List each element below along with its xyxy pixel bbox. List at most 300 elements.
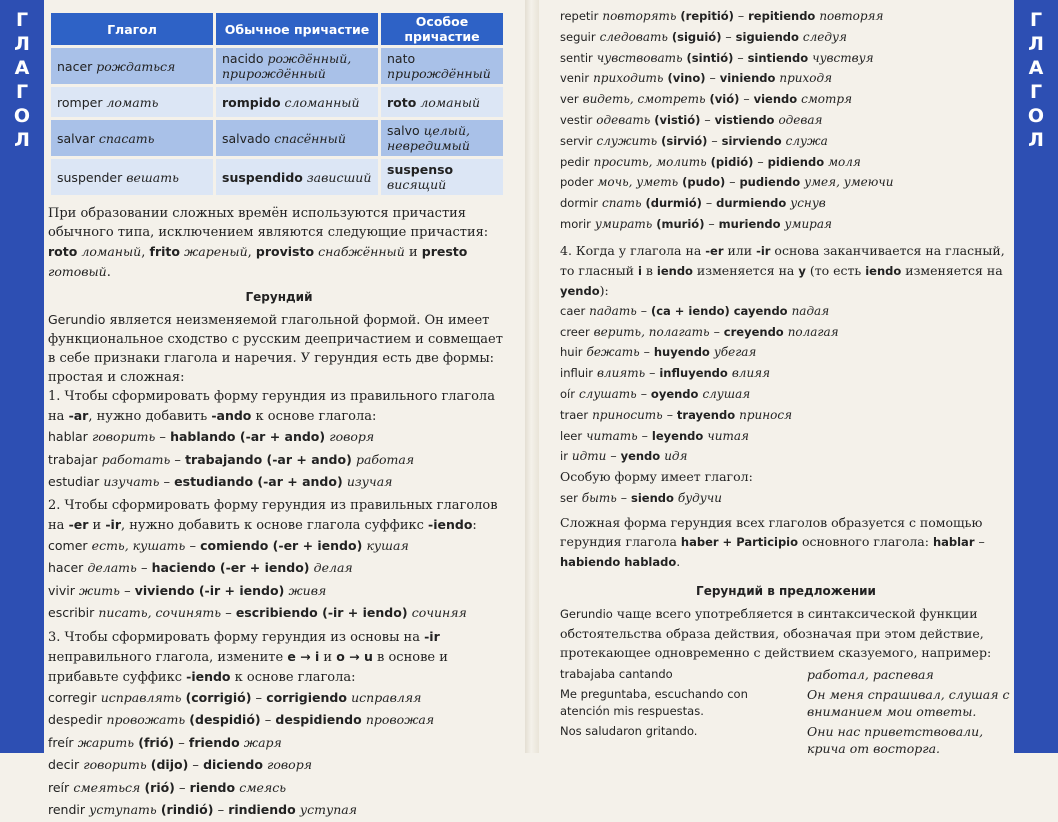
- verb-ru: говорить: [91, 429, 156, 444]
- gerund-es: trayendo: [676, 407, 736, 422]
- verb-es: vivir: [48, 582, 75, 598]
- list-item: morir умирать (murió) – muriendo умирая: [560, 215, 832, 231]
- list-item: poder мочь, уметь (pudo) – pudiendo умея, умеючи: [560, 174, 894, 190]
- tab-letter: Л: [1028, 129, 1044, 151]
- rule-text: 1. Чтобы сформировать форму герундия из правильного глагола на: [48, 389, 495, 424]
- verb-es: romper: [57, 94, 103, 110]
- verb-ru: влиять: [596, 366, 646, 381]
- rule-text: и: [319, 649, 337, 665]
- example-list-2: [48, 535, 510, 625]
- gerund-ru: будучи: [677, 490, 722, 505]
- spanish-word: roto: [48, 244, 78, 259]
- suffix: -er: [68, 516, 89, 532]
- gerund-es: repitiendo: [748, 9, 816, 23]
- gerund-es: siendo: [631, 490, 674, 505]
- verb-ru: жарить: [77, 734, 135, 750]
- table-cell: [51, 87, 213, 117]
- verb-es: influir: [560, 366, 593, 381]
- preterite: (rindió): [160, 802, 214, 817]
- verb-ru: смеяться: [73, 779, 141, 795]
- participle-ru: прирождённый: [387, 66, 491, 81]
- verb-ru: чувствовать: [596, 50, 683, 65]
- gerund-es: friendo: [188, 734, 240, 750]
- section-heading: Герундий: [245, 290, 313, 304]
- table-cell: [51, 120, 213, 156]
- verb-ru: мочь, уметь: [597, 175, 679, 190]
- verb-es: hablar: [48, 429, 88, 444]
- gerund-es: escribiendo (-ir + iendo): [235, 605, 408, 620]
- formula: haber + Participio: [680, 534, 799, 549]
- gerund-ru: изучая: [346, 474, 393, 489]
- table-cell: [216, 120, 378, 156]
- gerund-es: muriendo: [718, 216, 781, 231]
- rule-text: или: [723, 242, 757, 258]
- gerund-ru: полагая: [787, 324, 839, 339]
- gerund-ru: сочиняя: [411, 605, 467, 620]
- list-item: ver видеть, смотреть (vió) – viendo смотря: [560, 91, 853, 107]
- rule-text: изменяется на: [692, 262, 799, 278]
- suffix: -ir: [424, 628, 440, 644]
- tab-letter: Л: [1028, 33, 1044, 55]
- rule-text: (то есть: [805, 262, 866, 278]
- gerund-es: oyendo: [650, 386, 699, 401]
- list-item: servir служить (sirvió) – sirviendo служа: [560, 132, 828, 148]
- list-item: caer падать – (ca + iendo) cayendo падая: [560, 302, 830, 318]
- list-item: despedir провожать (despidió) – despidiendo провожая: [48, 712, 435, 728]
- verb-es: pedir: [560, 154, 590, 169]
- gerund-ru: смеясь: [239, 779, 287, 795]
- intro-text: При образовании сложных времён используются причастия обычного типа, исключением являются следующие причастия:: [48, 206, 489, 240]
- suffix: -ir: [105, 516, 121, 532]
- gerund-ru: смотря: [801, 92, 853, 107]
- gerund-ru: слушая: [702, 386, 751, 401]
- tab-letter: Г: [1029, 9, 1043, 31]
- verb-ru: есть, кушать: [91, 537, 186, 553]
- verb-ru: слушать: [578, 386, 637, 401]
- table-cell: [216, 48, 378, 84]
- gerund-ru: говоря: [329, 429, 375, 444]
- tab-letter: А: [1028, 57, 1044, 79]
- verb-ru: приходить: [593, 71, 664, 86]
- tab-letter: О: [1027, 105, 1045, 127]
- suffix: -ando: [211, 408, 252, 423]
- list-item: pedir просить, молить (pidió) – pidiendo моля: [560, 153, 861, 169]
- example-ru: Они нас приветствовали, крича от восторга.: [807, 723, 984, 756]
- gerund-es: despidiendo: [275, 712, 362, 727]
- gerund-es: rindiendo: [228, 802, 296, 817]
- participle-ru: зависший: [306, 169, 372, 185]
- rule-text: , нужно добавить к основе глагола суффикс: [120, 517, 429, 533]
- rule-text: 4. Когда у глагола на: [560, 242, 706, 258]
- spanish-word: hablar: [932, 534, 975, 549]
- gerund-ru: принося: [739, 407, 793, 422]
- example-list-4: [560, 301, 1012, 467]
- paragraph-text: основного глагола:: [798, 533, 933, 549]
- example-pair: [560, 666, 1012, 683]
- participle-es: suspenso: [387, 162, 454, 177]
- verb-es: venir: [560, 71, 590, 86]
- list-item: estudiar изучать – estudiando (-ar + ando) изучая: [48, 474, 393, 490]
- gerund-es: viendo: [753, 92, 798, 107]
- gerund-ru: чувствуя: [812, 50, 874, 65]
- verb-es: comer: [48, 537, 88, 553]
- table-cell: [216, 87, 378, 117]
- verb-es: creer: [560, 324, 590, 339]
- list-item: escribir писать, сочинять – escribiendo (-ir + iendo) сочиняя: [48, 605, 467, 621]
- suffix: -ir: [756, 243, 771, 258]
- suffix: -iendo: [428, 516, 473, 532]
- verb-es: poder: [560, 175, 594, 190]
- rule-1: [48, 387, 510, 426]
- verb-ru: падать: [589, 303, 637, 318]
- table-cell: [381, 120, 503, 156]
- gerund-es: creyendo: [723, 324, 784, 339]
- preterite: (durmió): [645, 196, 702, 211]
- gerund-es: siguiendo: [735, 29, 799, 44]
- list-item: hacer делать – haciendo (-er + iendo) делая: [48, 560, 353, 576]
- rule-text: изменяется на: [901, 262, 1003, 278]
- verb-es: servir: [560, 133, 593, 148]
- paragraph-text: Сложная форма герундия всех глаголов образуется с помощью герундия глагола: [560, 514, 983, 549]
- verb-ru: видеть, смотреть: [582, 92, 706, 107]
- preterite: (sintió): [686, 50, 734, 65]
- gerund-ru: уснув: [790, 196, 826, 211]
- gerund-es: hablando (-ar + ando): [170, 429, 326, 444]
- list-item: oír слушать – oyendo слушая: [560, 385, 751, 401]
- verb-ru: спасать: [98, 130, 155, 146]
- side-tab-right: [1014, 0, 1058, 753]
- sentence-examples: [560, 666, 1012, 757]
- verb-ru: просить, молить: [593, 154, 707, 169]
- verb-ru: работать: [101, 451, 171, 467]
- verb-es: repetir: [560, 9, 599, 23]
- paragraph-text: .: [676, 553, 681, 569]
- gerund-ru: исправляя: [351, 689, 422, 705]
- suffix: -iendo: [186, 668, 231, 684]
- participle-ru: спасённый: [274, 130, 346, 146]
- example-list-3: [48, 687, 510, 822]
- example-es: Me preguntaba, escuchando con atención mis respuestas.: [560, 686, 748, 718]
- paragraph-text: –: [974, 533, 985, 549]
- gerund-es: (ca + iendo) cayendo: [650, 303, 788, 318]
- section-heading: Герундий в предложении: [696, 583, 876, 598]
- gerund-es: diciendo: [203, 757, 263, 772]
- table-header: Обычное причастие: [216, 13, 378, 45]
- gerund-es: vistiendo: [714, 112, 775, 127]
- verb-es: nacer: [57, 58, 93, 74]
- gerund-es: sirviendo: [721, 133, 782, 148]
- example-es: Nos saludaron gritando.: [560, 723, 698, 738]
- verb-es: leer: [560, 428, 583, 443]
- rule-text: к основе глагола:: [230, 669, 356, 685]
- gerund-ru: умирая: [784, 216, 832, 231]
- list-item: trabajar работать – trabajando (-ar + ando) работая: [48, 451, 415, 468]
- verb-es: freír: [48, 734, 74, 750]
- list-item: seguir следовать (siguió) – siguiendo следуя: [560, 28, 847, 44]
- participle-es: nato: [387, 51, 416, 66]
- verb-ru: изучать: [103, 474, 160, 489]
- rule-3: [48, 627, 510, 687]
- list-item: reír смеяться (rió) – riendo смеясь: [48, 779, 287, 796]
- tab-letter: А: [14, 57, 30, 79]
- gerund-es: huyendo: [653, 345, 710, 360]
- participle-table: [48, 10, 506, 198]
- list-item: ser быть – siendo будучи: [560, 489, 722, 505]
- right-page: [560, 0, 1012, 756]
- suffix: iendo: [656, 263, 693, 278]
- participle-es: salvado: [222, 130, 271, 146]
- russian-word: жареный: [184, 244, 248, 259]
- gerund-es: pudiendo: [739, 175, 801, 190]
- spanish-word: frito: [149, 244, 180, 259]
- list-item: repetir повторять (repitió) – repitiendo повторяя: [560, 8, 884, 23]
- gerund-es: viviendo (-ir + iendo): [134, 582, 285, 598]
- list-item: rendir уступать (rindió) – rindiendo уступая: [48, 802, 357, 818]
- table-row: [51, 120, 503, 156]
- rule-text: основа заканчивается на гласный, то гласный: [560, 242, 1005, 278]
- verb-ru: провожать: [106, 712, 186, 727]
- verb-es: escribir: [48, 605, 95, 620]
- preterite: (sirvió): [661, 133, 708, 148]
- verb-ru: идти: [571, 449, 607, 464]
- verb-ru: быть: [581, 490, 617, 505]
- table-cell: [381, 48, 503, 84]
- gerund-es: trabajando (-ar + ando): [185, 451, 352, 467]
- rule-text: к основе глагола:: [251, 409, 377, 424]
- example-pair: [560, 686, 1012, 720]
- participle-ru: рождённый, прирождённый: [222, 51, 352, 81]
- verb-es: dormir: [560, 196, 598, 211]
- list-item: corregir исправлять (corrigió) – corrigiendo исправляя: [48, 689, 422, 706]
- verb-es: ser: [560, 490, 578, 505]
- preterite: (vino): [667, 71, 706, 86]
- usage-paragraph: [560, 604, 1012, 662]
- rule-text: и: [88, 517, 106, 533]
- participle-ru: сломанный: [284, 94, 360, 110]
- list-item: comer есть, кушать – comiendo (-er + iendo) кушая: [48, 537, 409, 554]
- verb-es: reír: [48, 779, 70, 795]
- gerund-ru: умея, умеючи: [804, 175, 894, 190]
- tab-letter: Г: [15, 9, 29, 31]
- verb-ru: жить: [79, 582, 120, 598]
- table-cell: [381, 87, 503, 117]
- gerund-ru: уступая: [299, 802, 357, 817]
- verb-es: decir: [48, 757, 80, 772]
- special-intro: Особую форму имеет глагол:: [560, 469, 753, 485]
- spanish-word: provisto: [255, 244, 315, 259]
- term: Gerundio: [560, 606, 613, 621]
- gerund-intro: [48, 310, 510, 387]
- rule-text: , нужно добавить: [88, 409, 212, 424]
- verb-es: huir: [560, 345, 583, 360]
- suffix: yendo: [560, 283, 600, 298]
- table-row: [51, 87, 503, 117]
- gerund-ru: следуя: [802, 29, 847, 44]
- gerund-es: influyendo: [659, 366, 728, 381]
- preterite: (murió): [656, 216, 705, 231]
- paragraph-text: является неизменяемой глагольной формой. Он имеет функциональное сходство с русским деепричастием и совмещает в себе признаки глагола и наречия. У герундия есть две формы: простая и сложная:: [48, 313, 503, 385]
- russian-word: готовый: [48, 264, 107, 279]
- verb-ru: спать: [601, 196, 642, 211]
- example-list-1: [48, 426, 510, 494]
- verb-es: oír: [560, 386, 575, 401]
- preterite: (frió): [138, 734, 175, 750]
- preterite: (pidió): [710, 154, 754, 169]
- tab-letter: Л: [14, 33, 30, 55]
- rule-text: в: [641, 262, 657, 278]
- list-item: freír жарить (frió) – friendo жаря: [48, 734, 282, 751]
- tab-letter: О: [13, 105, 31, 127]
- gerund-es: durmiendo: [716, 196, 787, 211]
- gerund-ru: говоря: [267, 757, 312, 772]
- verb-es: suspender: [57, 169, 123, 185]
- gerund-ru: моля: [828, 154, 861, 169]
- verb-ru: исправлять: [100, 689, 182, 705]
- gerund-ru: одевая: [778, 112, 823, 127]
- verb-ru: писать, сочинять: [98, 605, 222, 620]
- rule-text: неправильного глагола, измените: [48, 649, 288, 665]
- gerund-es: riendo: [189, 779, 236, 795]
- compound-gerund-paragraph: [560, 513, 1012, 572]
- preterite: (corrigió): [185, 689, 252, 705]
- verb-ru: приносить: [592, 407, 663, 422]
- verb-es: estudiar: [48, 474, 100, 489]
- example-ru: Он меня спрашивал, слушая с вниманием мои ответы.: [807, 686, 1010, 719]
- participle-ru: ломаный: [420, 94, 481, 110]
- table-cell: [381, 159, 503, 195]
- gerund-ru: приходя: [779, 71, 833, 86]
- gerund-ru: падая: [791, 303, 830, 318]
- participle-es: roto: [387, 94, 417, 110]
- verb-es: ver: [560, 92, 579, 107]
- participle-ru: висящий: [387, 177, 447, 192]
- verb-ru: делать: [87, 560, 137, 575]
- gerund-es: estudiando (-ar + ando): [174, 474, 343, 489]
- verb-ru: ломать: [106, 94, 159, 110]
- table-header: Глагол: [51, 13, 213, 45]
- table-cell: [216, 159, 378, 195]
- gerund-ru: влияя: [731, 366, 771, 381]
- verb-es: vestir: [560, 112, 593, 127]
- gerund-es: corrigiendo: [266, 689, 347, 705]
- gerund-es: yendo: [620, 449, 661, 464]
- example-es: trabajaba cantando: [560, 666, 673, 681]
- list-item: dormir спать (durmió) – durmiendo уснув: [560, 195, 826, 211]
- table-cell: [51, 159, 213, 195]
- gerund-ru: идя: [664, 449, 688, 464]
- verb-es: morir: [560, 216, 591, 231]
- gerund-ru: жаря: [243, 734, 282, 750]
- list-item: influir влиять – influyendo влияя: [560, 365, 771, 381]
- gerund-ru: делая: [313, 560, 353, 575]
- verb-ru: вешать: [126, 169, 179, 185]
- table-header: Особое причастие: [381, 13, 503, 45]
- list-item: hablar говорить – hablando (-ar + ando) говоря: [48, 429, 375, 445]
- verb-ru: читать: [586, 428, 638, 443]
- list-item: venir приходить (vino) – viniendo приходя: [560, 70, 833, 86]
- term: Gerundio: [48, 312, 106, 327]
- vowel: y: [798, 263, 806, 278]
- gerund-ru: служа: [785, 133, 828, 148]
- verb-ru: повторять: [602, 9, 677, 23]
- preterite: (vió): [709, 92, 740, 107]
- gerund-ru: провожая: [365, 712, 435, 727]
- verb-es: caer: [560, 303, 586, 318]
- verb-ru: служить: [596, 133, 658, 148]
- verb-es: hacer: [48, 560, 84, 575]
- rule-text: в основе и прибавьте суффикс: [48, 649, 448, 685]
- gerund-es: viniendo: [719, 71, 776, 86]
- suffix: iendo: [865, 263, 902, 278]
- example-pair: [560, 723, 1012, 757]
- suffix: -er: [705, 243, 724, 258]
- preterite: (rió): [144, 779, 175, 795]
- participle-es: salvo: [387, 123, 420, 138]
- list-item: sentir чувствовать (sintió) – sintiendo чувствуя: [560, 49, 874, 65]
- table-cell: [51, 48, 213, 84]
- verb-ru: уступать: [89, 802, 157, 817]
- verb-es: ir: [560, 449, 568, 464]
- rule-4: [560, 241, 1012, 301]
- intro-paragraph: При образовании сложных времён используются причастия обычного типа, исключением являются следующие причастия: roto ломаный, frito жареный, provisto снабжённый и presto готовый.: [48, 206, 489, 280]
- verb-es: corregir: [48, 689, 97, 705]
- participle-ru: целый, невредимый: [387, 123, 470, 153]
- verb-ru: верить, полагать: [593, 324, 710, 339]
- gerund-ru: читая: [707, 428, 749, 443]
- example-list-3-continued: [560, 6, 1012, 235]
- preterite: (dijo): [150, 757, 189, 772]
- suffix: -ar: [68, 408, 89, 423]
- verb-ru: умирать: [594, 216, 653, 231]
- side-tab-left: [0, 0, 44, 753]
- list-item: vivir жить – viviendo (-ir + iendo) живя: [48, 582, 327, 599]
- participle-es: suspendido: [222, 169, 303, 185]
- conjunction: и: [408, 245, 418, 260]
- participle-es: nacido: [222, 51, 264, 66]
- gerund-es: leyendo: [651, 428, 704, 443]
- verb-es: sentir: [560, 50, 593, 65]
- verb-ru: говорить: [83, 757, 147, 772]
- list-item: ir идти – yendo идя: [560, 448, 688, 464]
- preterite: (repitió): [680, 9, 734, 23]
- gerund-ru: работая: [355, 451, 415, 467]
- gerund-es: sintiendo: [747, 50, 809, 65]
- verb-es: salvar: [57, 130, 95, 146]
- list-item: decir говорить (dijo) – diciendo говоря: [48, 757, 312, 773]
- verb-ru: бежать: [586, 345, 640, 360]
- verb-es: despedir: [48, 712, 103, 727]
- vowel-change: o → u: [336, 648, 373, 664]
- table-header-row: [51, 13, 503, 45]
- rule-text: 2. Чтобы сформировать форму герундия из правильных глаголов на: [48, 497, 498, 533]
- preterite: (pudo): [682, 175, 726, 190]
- gerund-ru: повторяя: [819, 9, 884, 23]
- spanish-word: habiendo hablado: [560, 554, 677, 569]
- tab-letter: Г: [1029, 81, 1043, 103]
- vowel-change: e → i: [287, 648, 320, 664]
- example-ru: работал, распевая: [807, 666, 934, 682]
- tab-letter: Л: [14, 129, 30, 151]
- list-item: vestir одевать (vistió) – vistiendo одевая: [560, 111, 823, 127]
- preterite: (despidió): [189, 712, 261, 727]
- gerund-ru: живя: [288, 582, 327, 598]
- list-item: traer приносить – trayendo принося: [560, 406, 793, 422]
- rule-text: ):: [599, 282, 609, 298]
- verb-es: trabajar: [48, 451, 98, 467]
- list-item: creer верить, полагать – creyendo полагая: [560, 323, 839, 339]
- gerund-es: haciendo (-er + iendo): [151, 560, 310, 575]
- russian-word: снабжённый: [318, 244, 405, 259]
